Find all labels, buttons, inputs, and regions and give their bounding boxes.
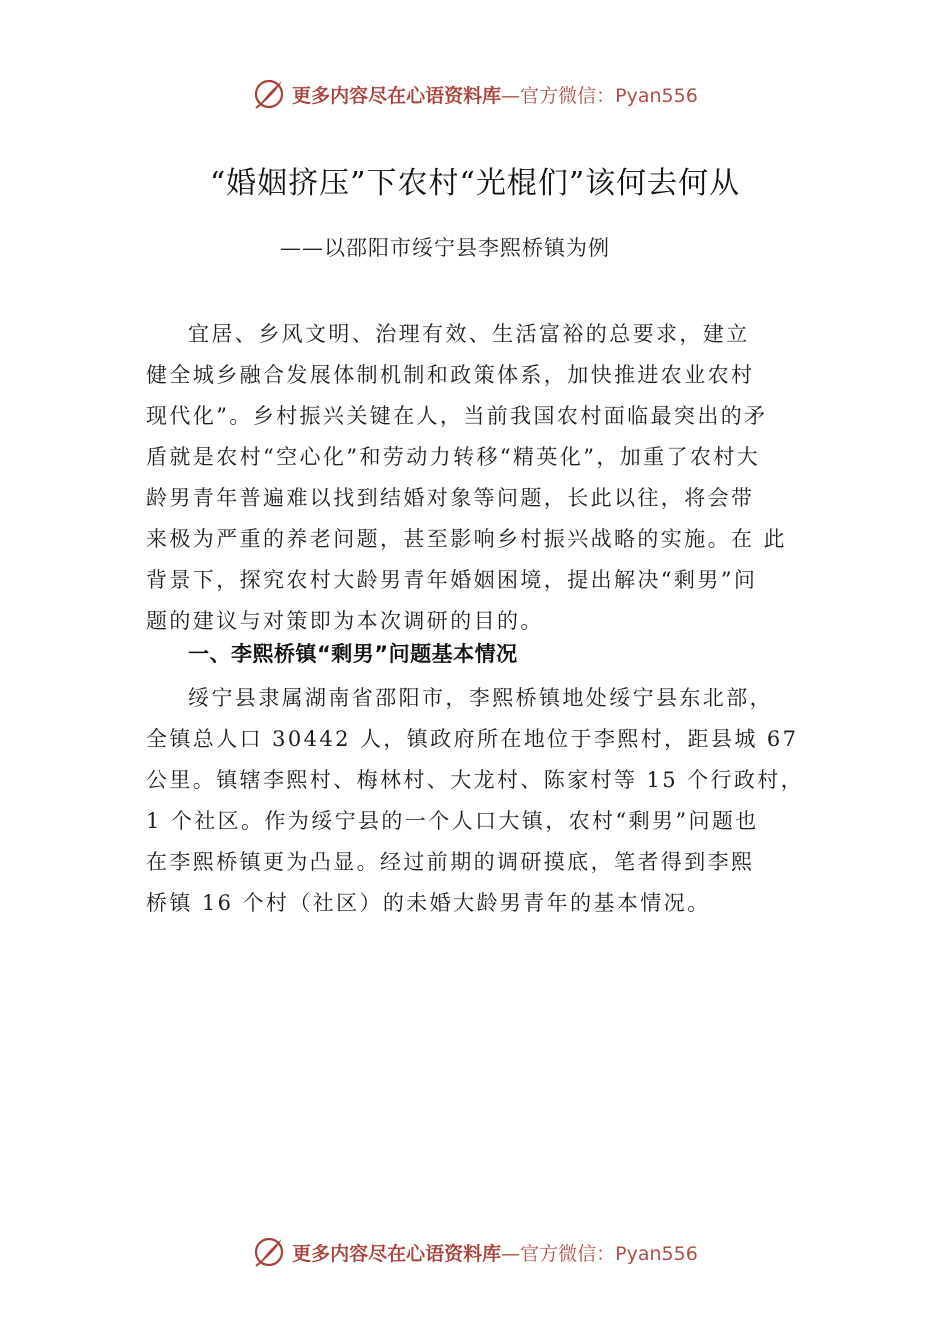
footer-banner bbox=[0, 1232, 950, 1272]
paragraph-line: 公里。镇辖李熙村、梅林村、大龙村、陈家村等 15 个行政村， bbox=[146, 768, 805, 792]
paragraph-line: 现代化”。乡村振兴关键在人，当前我国农村面临最突出的矛 bbox=[146, 404, 768, 428]
banner-brand-text: 更多内容尽在心语资料库 bbox=[292, 1242, 502, 1265]
paragraph-line: 盾就是农村“空心化”和劳动力转移“精英化”，加重了农村大 bbox=[146, 445, 761, 469]
paragraph-line: 龄男青年普遍难以找到结婚对象等问题，长此以往，将会带 bbox=[146, 486, 755, 510]
paragraph-line: 1 个社区。作为绥宁县的一个人口大镇，农村“剩男”问题也 bbox=[146, 809, 759, 833]
document-subtitle: ——以邵阳市绥宁县李熙桥镇为例 bbox=[280, 236, 610, 260]
quill-pen-logo-icon bbox=[252, 1235, 286, 1269]
paragraph-line: 宜居、乡风文明、治理有效、生活富裕的总要求，建立 bbox=[188, 322, 750, 346]
section-heading: 一、李熙桥镇“剩男”问题基本情况 bbox=[188, 642, 518, 666]
paragraph-line: 在李熙桥镇更为凸显。经过前期的调研摸底，笔者得到李熙 bbox=[146, 850, 755, 874]
document-title: “婚姻挤压”下农村“光棍们”该何去何从 bbox=[209, 166, 741, 201]
paragraph-line: 绥宁县隶属湖南省邵阳市，李熙桥镇地处绥宁县东北部， bbox=[188, 686, 773, 710]
paragraph-line: 桥镇 16 个村（社区）的未婚大龄男青年的基本情况。 bbox=[146, 891, 711, 915]
paragraph-line: 全镇总人口 30442 人，镇政府所在地位于李熙村，距县城 67 bbox=[146, 727, 799, 751]
header-banner bbox=[0, 74, 950, 114]
paragraph-line: 题的建议与对策即为本次调研的目的。 bbox=[146, 609, 544, 633]
paragraph-line: 来极为严重的养老问题，甚至影响乡村振兴战略的实施。在 此 bbox=[146, 527, 787, 551]
banner-brand-text: 更多内容尽在心语资料库 bbox=[292, 84, 502, 107]
paragraph-line: 背景下，探究农村大龄男青年婚姻困境，提出解决“剩男”问 bbox=[146, 568, 758, 592]
banner-contact-text: —官方微信：Pyan556 bbox=[501, 1242, 698, 1265]
paragraph-1 bbox=[146, 314, 811, 642]
quill-pen-logo-icon bbox=[252, 77, 286, 111]
paragraph-2 bbox=[146, 678, 811, 924]
paragraph-line: 健全城乡融合发展体制机制和政策体系，加快推进农业农村 bbox=[146, 363, 755, 387]
banner-contact-text: —官方微信：Pyan556 bbox=[501, 84, 698, 107]
